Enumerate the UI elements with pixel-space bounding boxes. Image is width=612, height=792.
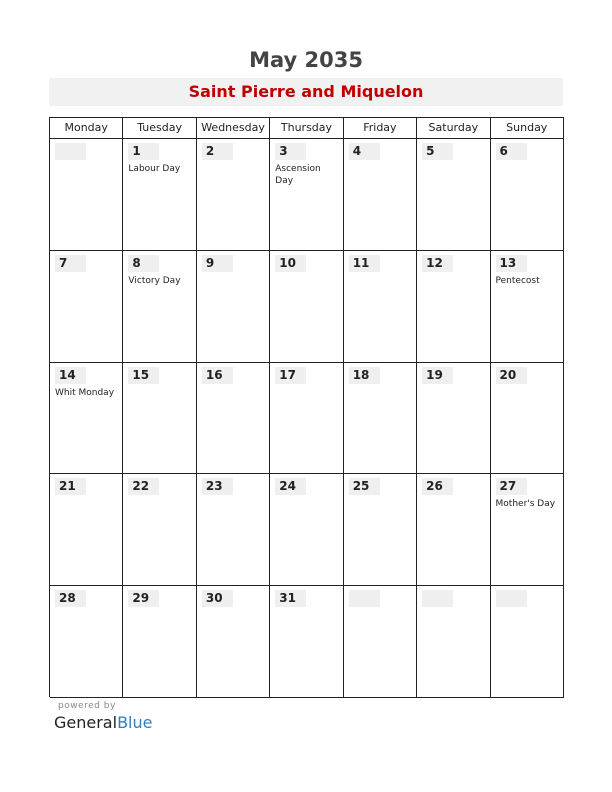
day-number: 11 xyxy=(349,255,380,272)
day-number: 6 xyxy=(496,143,527,160)
day-cell xyxy=(491,586,564,698)
day-number: 16 xyxy=(202,367,233,384)
day-cell xyxy=(344,363,417,475)
day-cell xyxy=(50,363,123,475)
brand-blue: Blue xyxy=(117,713,153,732)
week-row xyxy=(50,474,564,586)
weekday-sunday: Sunday xyxy=(491,118,564,139)
day-number xyxy=(496,590,527,607)
day-number: 25 xyxy=(349,478,380,495)
weekday-thursday: Thursday xyxy=(270,118,343,139)
day-cell xyxy=(197,586,270,698)
day-cell xyxy=(123,139,196,251)
powered-by-text: powered by xyxy=(58,701,116,711)
day-number: 2 xyxy=(202,143,233,160)
day-cell xyxy=(50,586,123,698)
day-number: 1 xyxy=(128,143,159,160)
day-cell xyxy=(270,363,343,475)
weekday-monday: Monday xyxy=(50,118,123,139)
day-cell xyxy=(50,251,123,363)
holiday-label: Whit Monday xyxy=(55,387,115,398)
day-number: 20 xyxy=(496,367,527,384)
day-number: 24 xyxy=(275,478,306,495)
day-cell xyxy=(417,474,490,586)
day-cell xyxy=(417,251,490,363)
day-number: 26 xyxy=(422,478,453,495)
week-row xyxy=(50,251,564,363)
holiday-label: Mother's Day xyxy=(495,499,556,510)
day-cell xyxy=(417,363,490,475)
day-cell xyxy=(270,251,343,363)
day-number: 4 xyxy=(349,143,380,160)
day-number: 23 xyxy=(202,478,233,495)
day-cell xyxy=(197,139,270,251)
day-number: 5 xyxy=(422,143,453,160)
holiday-label: Ascension Day xyxy=(275,164,321,186)
calendar-weeks xyxy=(50,139,564,698)
weekday-saturday: Saturday xyxy=(417,118,490,139)
brand-general: General xyxy=(54,713,118,732)
day-cell xyxy=(344,251,417,363)
day-number: 15 xyxy=(128,367,159,384)
day-number: 3 xyxy=(275,143,306,160)
day-number xyxy=(422,590,453,607)
day-cell xyxy=(123,474,196,586)
day-cell xyxy=(491,474,564,586)
day-cell xyxy=(417,586,490,698)
day-cell xyxy=(197,474,270,586)
day-number: 30 xyxy=(202,590,233,607)
day-number xyxy=(55,143,86,160)
day-number: 31 xyxy=(275,590,306,607)
day-cell xyxy=(491,363,564,475)
holiday-label: Labour Day xyxy=(128,164,181,174)
holiday-label: Victory Day xyxy=(128,275,181,286)
day-cell xyxy=(197,363,270,475)
day-number: 21 xyxy=(55,478,86,495)
holiday-label: Pentecost xyxy=(495,275,540,286)
day-number: 12 xyxy=(422,255,453,272)
day-cell xyxy=(123,363,196,475)
week-row xyxy=(50,586,564,698)
week-row xyxy=(50,363,564,475)
day-cell xyxy=(50,139,123,251)
day-cell xyxy=(197,251,270,363)
day-cell xyxy=(123,586,196,698)
day-cell xyxy=(270,139,343,251)
day-number: 27 xyxy=(496,478,527,495)
day-cell xyxy=(123,251,196,363)
day-number: 18 xyxy=(349,367,380,384)
brand-logo[interactable] xyxy=(54,713,152,732)
day-cell xyxy=(50,474,123,586)
weekday-header-row xyxy=(50,118,564,139)
day-number: 29 xyxy=(128,590,159,607)
day-number: 9 xyxy=(202,255,233,272)
page-title: May 2035 xyxy=(249,48,363,72)
day-cell xyxy=(491,139,564,251)
weekday-wednesday: Wednesday xyxy=(197,118,270,139)
day-number: 17 xyxy=(275,367,306,384)
day-cell xyxy=(491,251,564,363)
day-cell xyxy=(344,586,417,698)
day-number: 7 xyxy=(55,255,86,272)
day-cell xyxy=(344,139,417,251)
day-number: 22 xyxy=(128,478,159,495)
day-cell xyxy=(344,474,417,586)
day-cell xyxy=(270,474,343,586)
day-number: 10 xyxy=(275,255,306,272)
day-cell xyxy=(270,586,343,698)
calendar-grid xyxy=(49,117,564,697)
day-number: 28 xyxy=(55,590,86,607)
day-number: 14 xyxy=(55,367,86,384)
week-row xyxy=(50,139,564,251)
day-number: 13 xyxy=(496,255,527,272)
weekday-tuesday: Tuesday xyxy=(123,118,196,139)
day-cell xyxy=(417,139,490,251)
day-number: 19 xyxy=(422,367,453,384)
weekday-friday: Friday xyxy=(344,118,417,139)
region-title: Saint Pierre and Miquelon xyxy=(49,78,563,106)
day-number: 8 xyxy=(128,255,159,272)
day-number xyxy=(349,590,380,607)
